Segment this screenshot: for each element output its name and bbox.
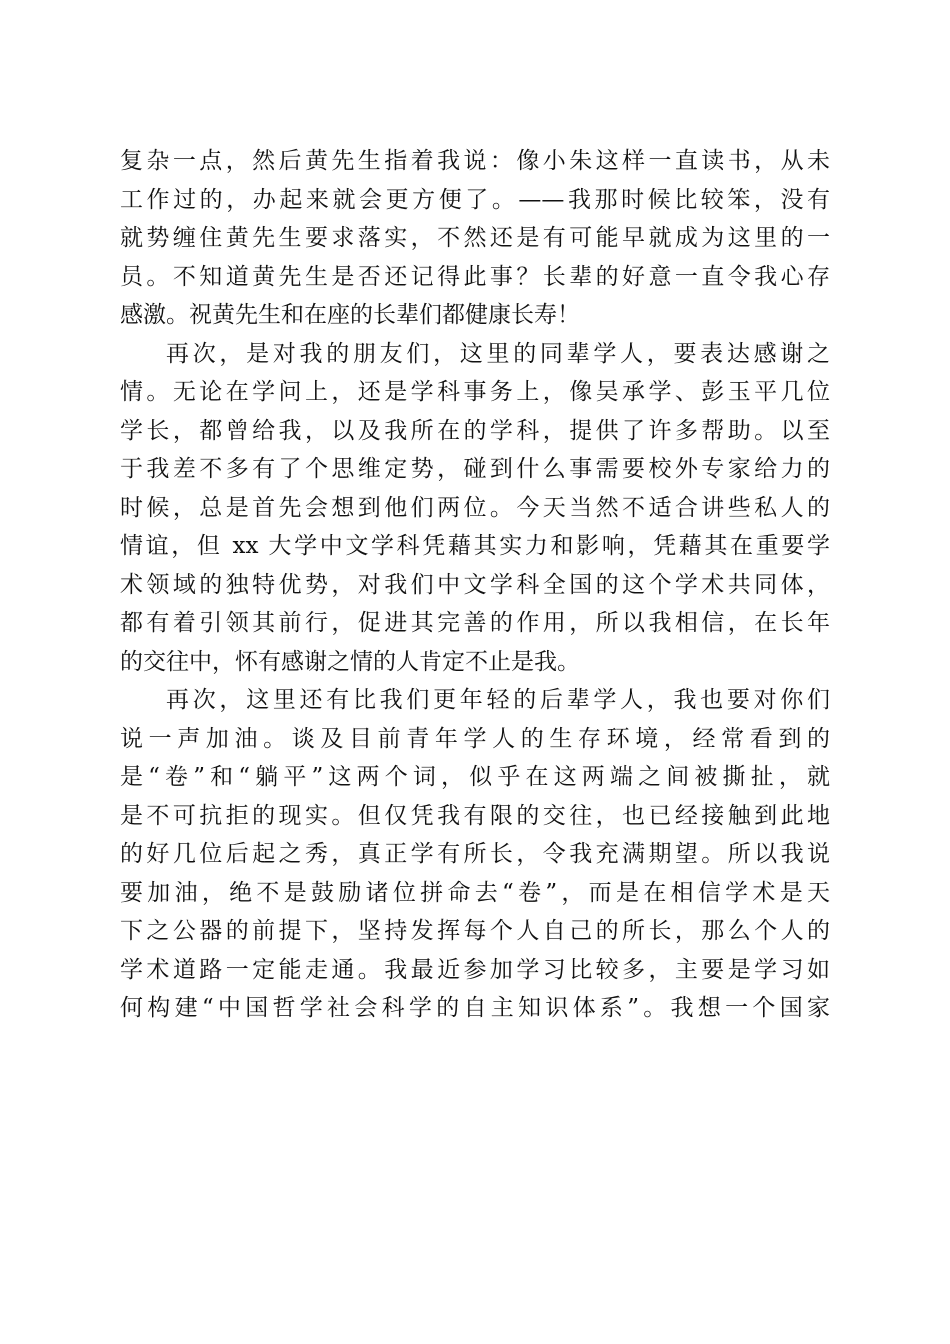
document-body (120, 142, 830, 1028)
paragraph-start-line: 再次，是对我的朋友们，这里的同辈学人，要表达感谢之 (166, 340, 830, 367)
text-line: 术领域的独特优势，对我们中文学科全国的这个学术共同体， (120, 571, 830, 598)
text-line: 于我差不多有了个思维定势，碰到什么事需要校外专家给力的 (120, 456, 830, 482)
text-line: 都有着引领其前行，促进其完善的作用，所以我相信，在长年 (120, 610, 830, 636)
text-line: 下之公器的前提下，坚持发挥每个人自己的所长，那么个人的 (120, 918, 830, 944)
paragraph-start-line: 再次，这里还有比我们更年轻的后辈学人，我也要对你们 (166, 687, 830, 713)
text-line: 就势缠住黄先生要求落实，不然还是有可能早就成为这里的一 (120, 225, 830, 251)
text-line: 是不可抗拒的现实。但仅凭我有限的交往，也已经接触到此地 (120, 802, 830, 829)
text-line: 工作过的，办起来就会更方便了。——我那时候比较笨，没有 (120, 186, 830, 213)
text-line: 复杂一点，然后黄先生指着我说：像小朱这样一直读书，从未 (120, 148, 830, 174)
text-line: 情。无论在学问上，还是学科事务上，像吴承学、彭玉平几位 (120, 379, 830, 405)
text-line: 的交往中，怀有感谢之情的人肯定不止是我。 (120, 648, 580, 675)
text-line: 说一声加油。谈及目前青年学人的生存环境，经常看到的 (120, 725, 830, 752)
text-line: 学术道路一定能走通。我最近参加学习比较多，主要是学习如 (120, 956, 830, 983)
text-line: 学长，都曾给我，以及我所在的学科，提供了许多帮助。以至 (120, 417, 830, 444)
text-line: 的好几位后起之秀，真正学有所长，令我充满期望。所以我说 (120, 841, 830, 867)
text-line: 何构建“中国哲学社会科学的自主知识体系”。我想一个国家 (120, 995, 830, 1021)
text-line: 时候，总是首先会想到他们两位。今天当然不适合讲些私人的 (120, 494, 830, 521)
text-line: 是“卷”和“躺平”这两个词，似乎在这两端之间被撕扯，就 (120, 764, 830, 790)
text-line: 员。不知道黄先生是否还记得此事？长辈的好意一直令我心存 (120, 263, 830, 290)
text-line: 要加油，绝不是鼓励诸位拼命去“卷”，而是在相信学术是天 (120, 879, 830, 906)
text-line: 情谊，但 xx 大学中文学科凭藉其实力和影响，凭藉其在重要学 (120, 533, 830, 559)
text-line: 感激。祝黄先生和在座的长辈们都健康长寿！ (120, 302, 580, 328)
